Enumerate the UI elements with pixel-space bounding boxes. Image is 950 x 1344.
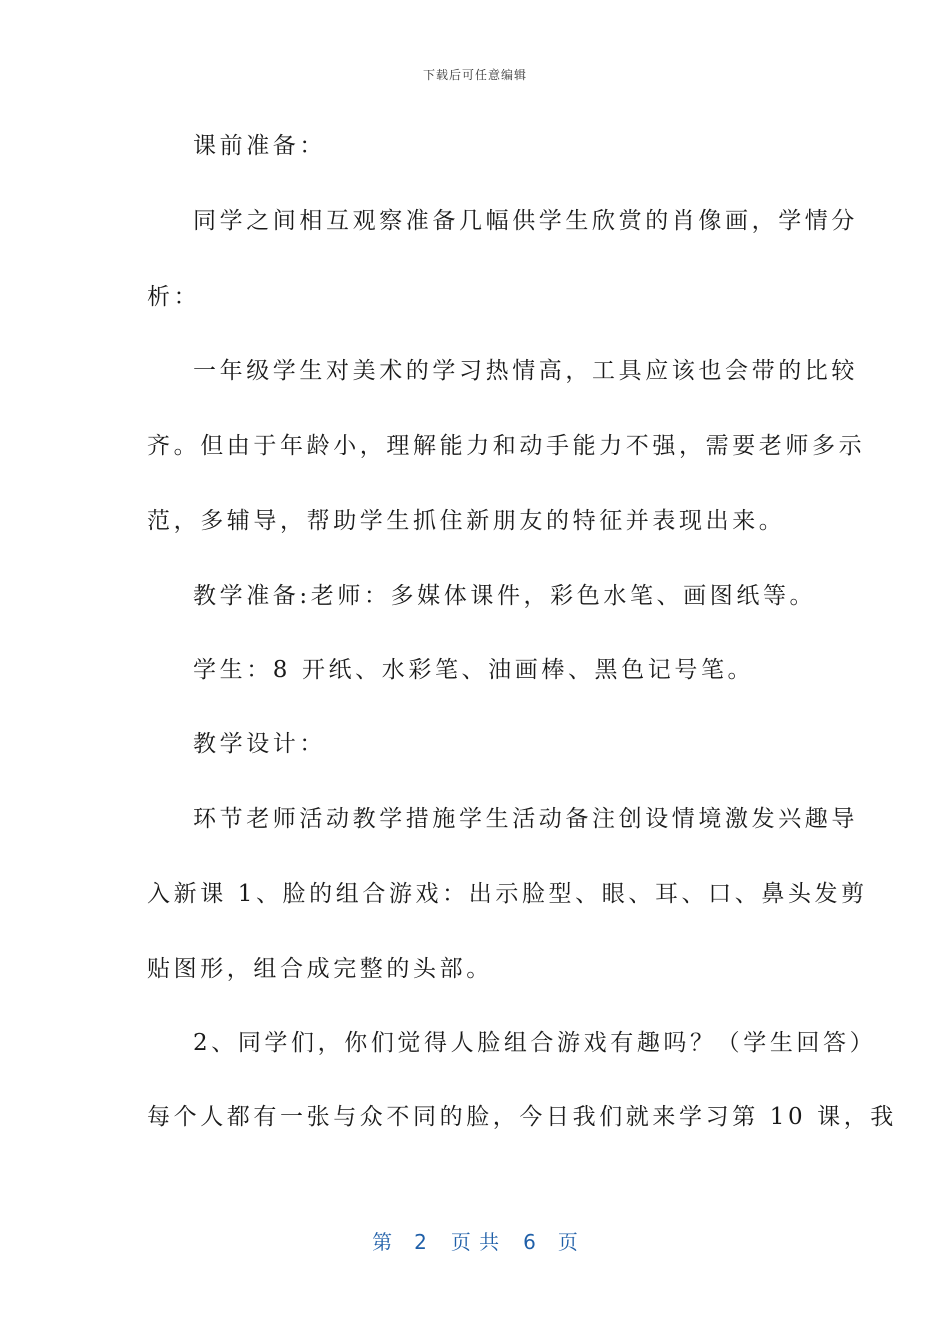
paragraph-line: 同学之间相互观察准备几幅供学生欣赏的肖像画，学情分 <box>193 208 858 234</box>
paragraph-line: 环节老师活动教学措施学生活动备注创设情境激发兴趣导 <box>193 806 858 832</box>
paragraph-line: 学生：8 开纸、水彩笔、油画棒、黑色记号笔。 <box>193 657 755 683</box>
paragraph-line: 教学设计： <box>193 731 326 757</box>
page-label-prefix: 第 <box>372 1230 393 1254</box>
paragraph-line: 入新课 1、脸的组合游戏：出示脸型、眼、耳、口、鼻头发剪 <box>147 881 868 907</box>
header-note: 下载后可任意编辑 <box>422 68 527 82</box>
paragraph-line: 范，多辅导，帮助学生抓住新朋友的特征并表现出来。 <box>147 508 786 534</box>
paragraph-line: 2、同学们，你们觉得人脸组合游戏有趣吗？（学生回答） <box>193 1030 877 1056</box>
paragraph-line: 每个人都有一张与众不同的脸，今日我们就来学习第 10 课，我 <box>147 1104 897 1130</box>
page-label-mid: 页 共 <box>450 1230 500 1254</box>
paragraph-line: 一年级学生对美术的学习热情高，工具应该也会带的比较 <box>193 358 858 384</box>
page-label-suffix: 页 <box>557 1230 578 1254</box>
paragraph-line: 课前准备： <box>193 133 326 159</box>
page-footer <box>0 1226 950 1255</box>
paragraph-line: 贴图形，组合成完整的头部。 <box>147 956 493 982</box>
paragraph-line: 析： <box>147 284 201 310</box>
paragraph-line: 教学准备:老师：多媒体课件，彩色水笔、画图纸等。 <box>193 583 817 609</box>
total-pages-number: 6 <box>523 1230 536 1254</box>
paragraph-line: 齐。但由于年龄小，理解能力和动手能力不强，需要老师多示 <box>147 433 866 459</box>
current-page-number: 2 <box>414 1230 427 1254</box>
